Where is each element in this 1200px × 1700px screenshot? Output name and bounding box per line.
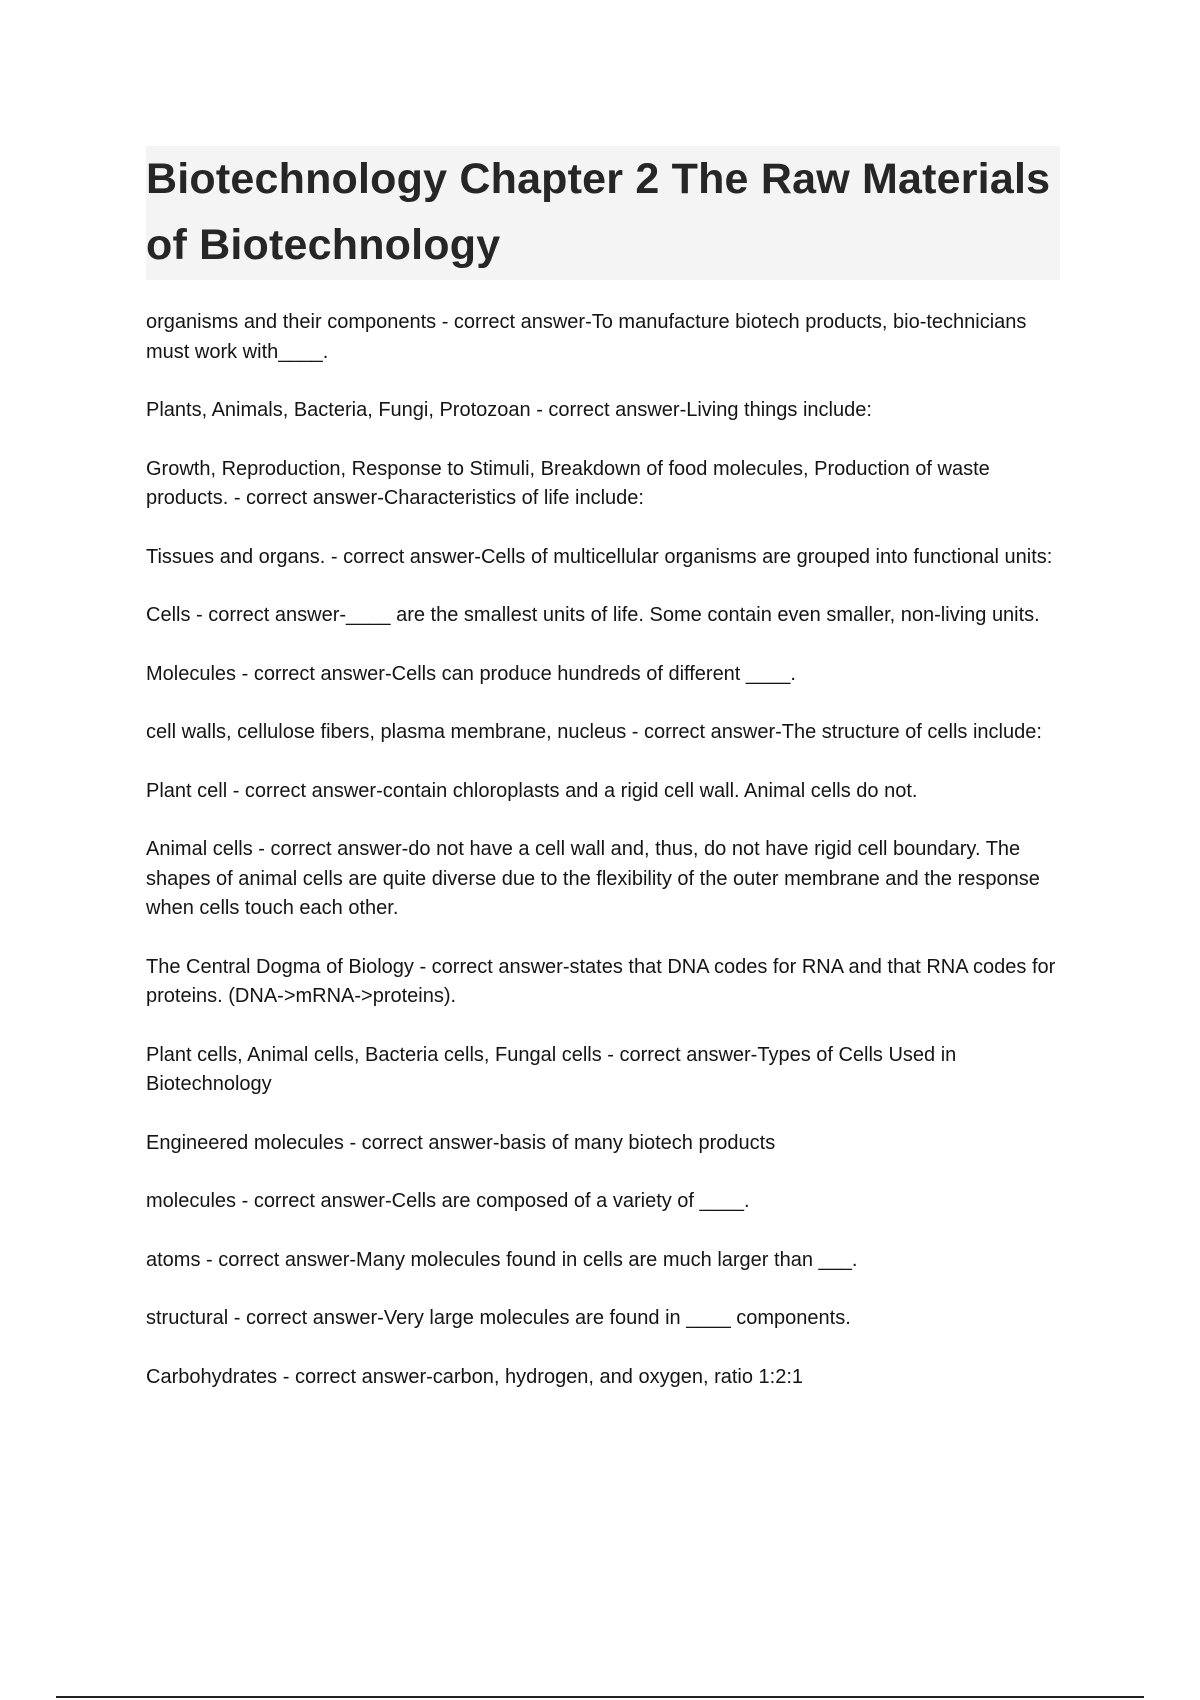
document-title: Biotechnology Chapter 2 The Raw Materials of Biotechnology bbox=[146, 155, 1051, 269]
qa-entries bbox=[146, 308, 1060, 1421]
qa-entry: The Central Dogma of Biology - correct answer-states that DNA codes for RNA and that RNA codes for proteins. (DNA->mRNA->proteins). bbox=[146, 955, 1056, 1007]
qa-entry: Plant cell - correct answer-contain chloroplasts and a rigid cell wall. Animal cells do not. bbox=[146, 779, 918, 802]
qa-entry: cell walls, cellulose fibers, plasma membrane, nucleus - correct answer-The structure of cells include: bbox=[146, 721, 1042, 743]
qa-entry: atoms - correct answer-Many molecules found in cells are much larger than ___. bbox=[146, 1248, 858, 1271]
qa-entry: Molecules - correct answer-Cells can produce hundreds of different ____. bbox=[146, 662, 796, 685]
footer-divider bbox=[56, 1696, 1144, 1698]
qa-entry: Animal cells - correct answer-do not have a cell wall and, thus, do not have rigid cell boundary. The shapes of animal cells are quite diverse due to the flexibility of the outer membrane and the response when cells touch each other. bbox=[146, 838, 1040, 919]
title-block bbox=[146, 146, 1060, 280]
qa-entry: Plant cells, Animal cells, Bacteria cells, Fungal cells - correct answer-Types of Cells Used in Biotechnology bbox=[146, 1043, 957, 1095]
qa-entry: Cells - correct answer-____ are the smallest units of life. Some contain even smaller, non-living units. bbox=[146, 604, 1040, 626]
qa-entry: Plants, Animals, Bacteria, Fungi, Protozoan - correct answer-Living things include: bbox=[146, 399, 872, 421]
qa-entry: Growth, Reproduction, Response to Stimuli, Breakdown of food molecules, Production of waste products. - correct answer-Characteristics of life include: bbox=[146, 457, 990, 509]
qa-entry: Engineered molecules - correct answer-basis of many biotech products bbox=[146, 1131, 776, 1154]
qa-entry: Tissues and organs. - correct answer-Cells of multicellular organisms are grouped into functional units: bbox=[146, 545, 1053, 568]
qa-entry: Carbohydrates - correct answer-carbon, hydrogen, and oxygen, ratio 1:2:1 bbox=[146, 1365, 804, 1388]
qa-entry: molecules - correct answer-Cells are composed of a variety of ____. bbox=[146, 1190, 750, 1212]
qa-entry: organisms and their components - correct answer-To manufacture biotech products, bio-technicians must work with____. bbox=[146, 311, 1027, 363]
qa-entry: structural - correct answer-Very large molecules are found in ____ components. bbox=[146, 1307, 851, 1329]
